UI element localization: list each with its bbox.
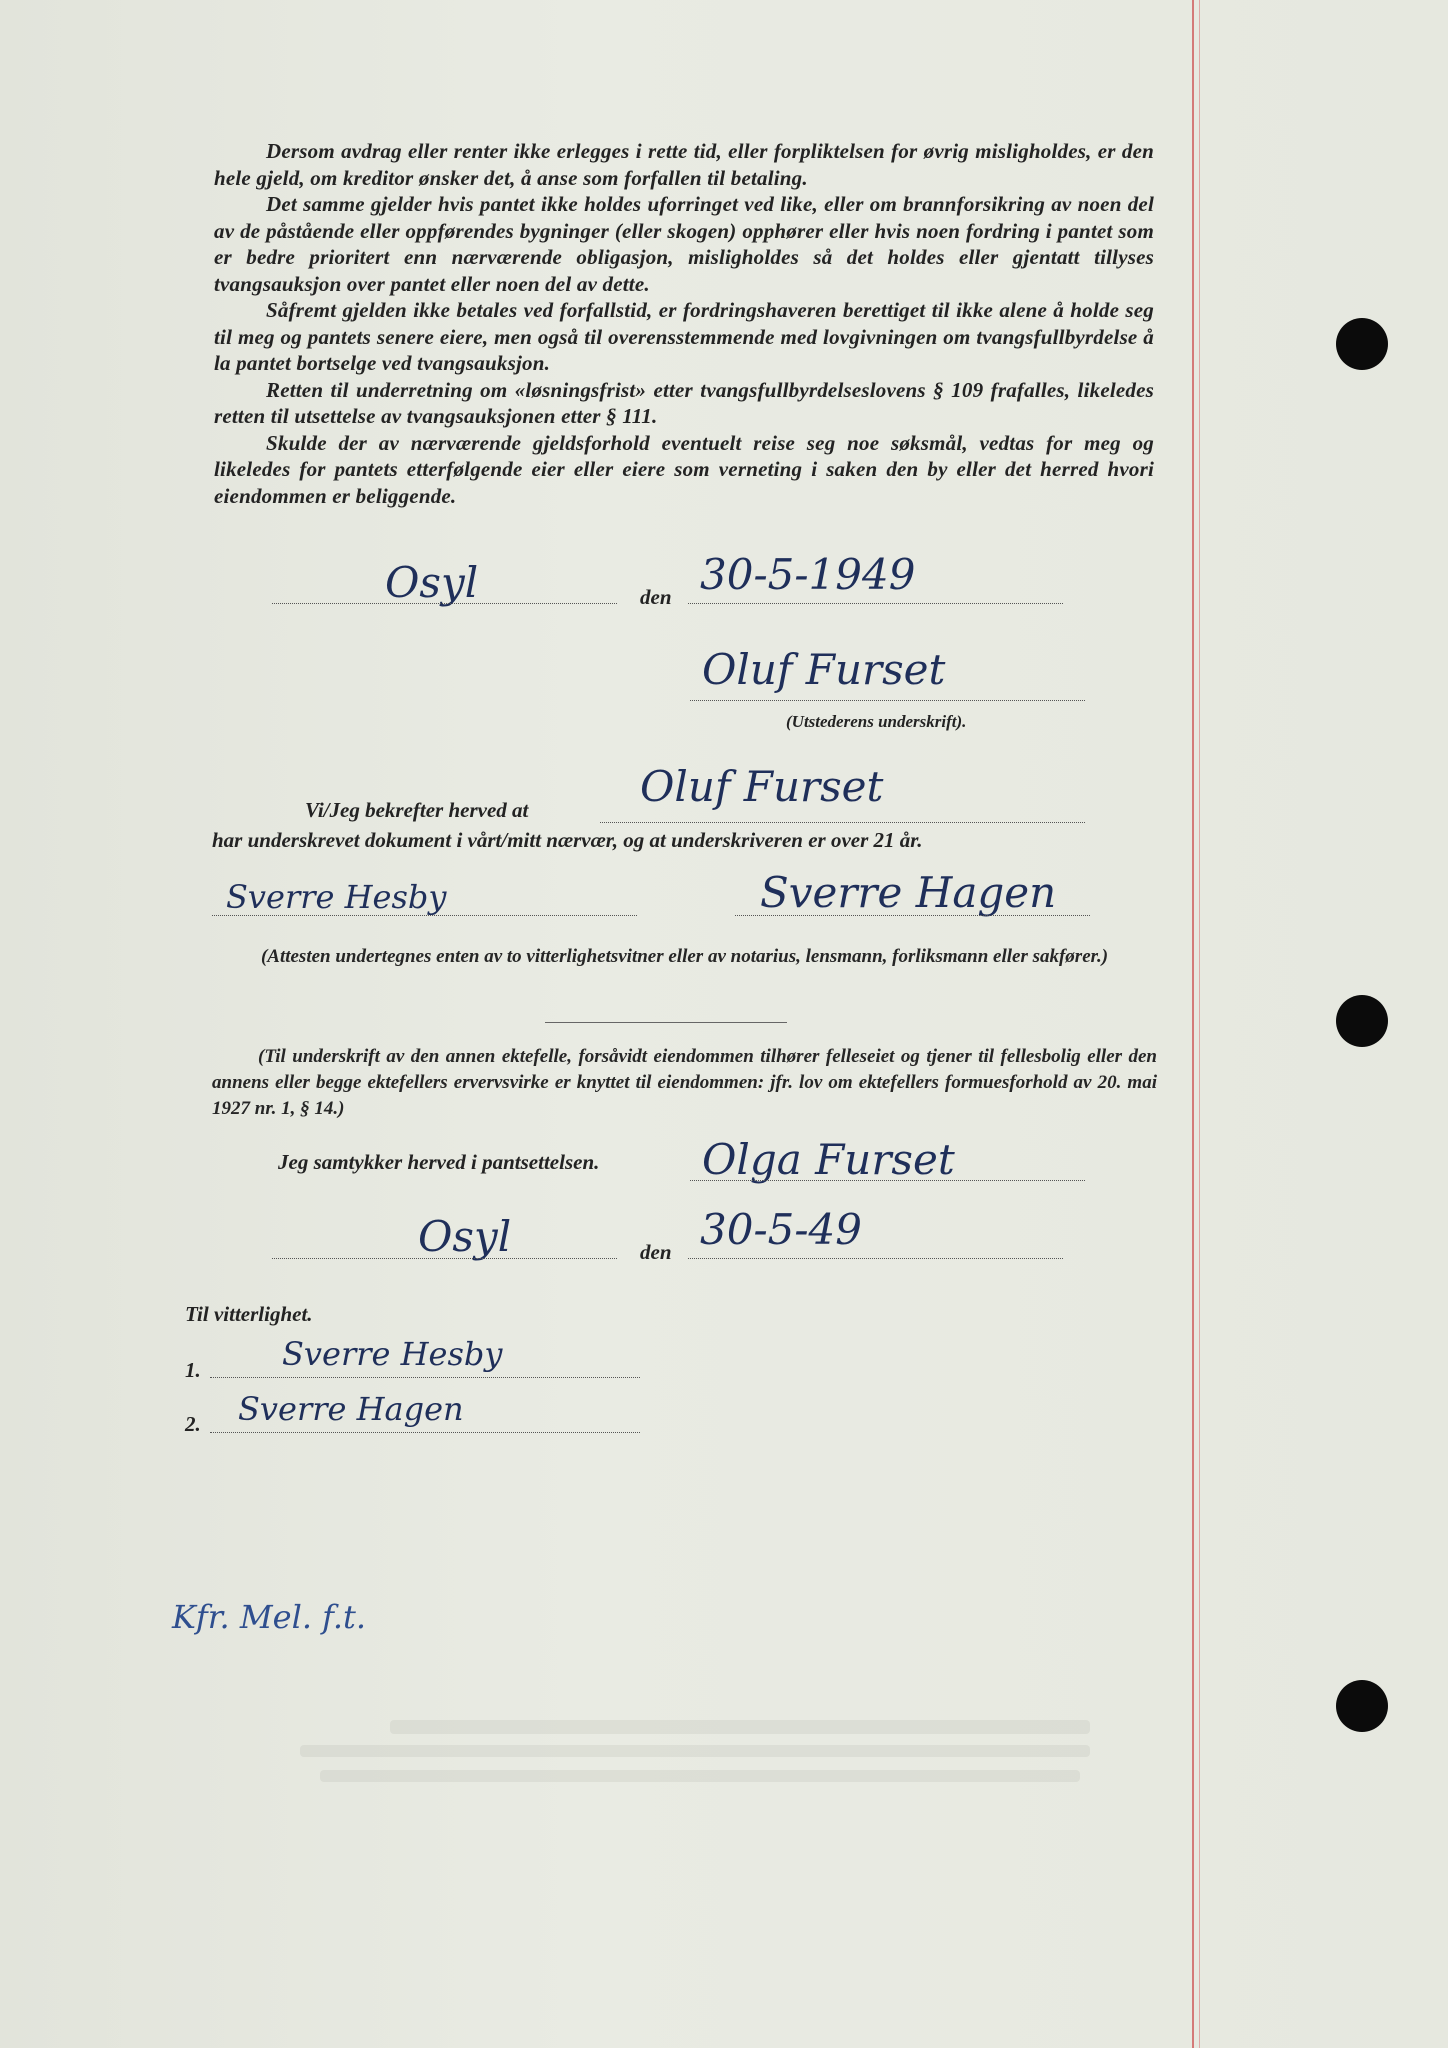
margin-note-handwritten: Kfr. Mel. f.t. [172, 1598, 367, 1636]
margin-rule [1192, 0, 1194, 2048]
confirm-name-line [600, 822, 1085, 823]
date2-line [688, 1258, 1063, 1259]
attest-note: (Attesten undertegnes enten av to vitterlighetsvitner eller av notarius, lensmann, forliksmann eller sakfører.) [260, 946, 1109, 967]
witness-number: 2. [185, 1412, 201, 1436]
punch-hole-bottom [1336, 1680, 1388, 1732]
den2-label: den [640, 1240, 672, 1264]
place2-handwritten: Osyl [418, 1212, 512, 1261]
condition-paragraph: Såfremt gjelden ikke betales ved forfallstid, er fordringshaveren berettiget til ikke alene å holde seg til meg og pantets senere eiere, men også til overensstemmende med lovgivningen om tvangsfullbyrdelse å la pantet bortselge ved tvangsauksjon. [214, 298, 1154, 375]
witness-signature-2: Sverre Hagen [238, 1390, 464, 1428]
condition-paragraph: Dersom avdrag eller renter ikke erlegges i rette tid, eller forpliktelsen for øvrig misligholdes, er den hele gjeld, om kreditor ønsker det, å anse som forfallen til betaling. [214, 139, 1154, 190]
witness1-signature: Sverre Hesby [226, 878, 447, 916]
signature-line [690, 700, 1085, 701]
witness-signature-1: Sverre Hesby [282, 1335, 503, 1373]
bleed-through-mark [390, 1720, 1090, 1734]
place2-line [272, 1258, 617, 1259]
witness1-line [212, 915, 637, 916]
witness-number: 1. [185, 1358, 201, 1382]
witnesses-heading: Til vitterlighet. [185, 1302, 313, 1326]
confirm-line2: har underskrevet dokument i vårt/mitt nærvær, og at underskriveren er over 21 år. [212, 828, 923, 852]
conditions-text [214, 138, 1154, 509]
condition-paragraph: Skulde der av nærværende gjeldsforhold eventuelt reise seg noe søksmål, vedtas for meg og likeledes for pantets etterfølgende eier eller eiere som verneting i saken den by eller det herred hvori eiendommen er beliggende. [214, 430, 1154, 508]
spouse-note [212, 1044, 1157, 1122]
confirm-prefix: Vi/Jeg bekrefter herved at [305, 798, 529, 822]
punch-hole-top [1336, 318, 1388, 370]
separator-line [545, 1022, 787, 1023]
den-label: den [640, 585, 672, 609]
bleed-through-mark [300, 1745, 1090, 1757]
condition-paragraph: Det samme gjelder hvis pantet ikke holdes uforringet ved like, eller om brannforsikring av noen del av de påstående eller oppførendes bygninger (eller skogen) opphører eller hvis noen fordring i pantet som er bedre prioritert enn nærværende obligasjon, misligholdes så det holdes eller gjentatt tillyses tvangsauksjon over pantet eller noen del av dette. [214, 192, 1154, 296]
issuer-signature: Oluf Furset [702, 645, 946, 694]
witness-line-1 [210, 1377, 640, 1378]
punch-hole-middle [1336, 995, 1388, 1047]
issuer-caption: (Utstederens underskrift). [786, 712, 967, 731]
date2-handwritten: 30-5-49 [700, 1205, 862, 1254]
consent-text: Jeg samtykker herved i pantsettelsen. [278, 1150, 600, 1174]
spouse-note-text: (Til underskrift av den annen ektefelle, forsåvidt eiendommen tilhører felleseiet og tjener til fellesbolig eller den annens eller begge ektefellers ervervsvirke er knyttet til eiendommen: jfr. lov om ektefellers formuesforhold av 20. mai 1927 nr. 1, § 14.) [212, 1046, 1157, 1119]
condition-paragraph: Retten til underretning om «løsningsfrist» etter tvangsfullbyrdelseslovens § 109 frafalles, likeledes retten til utsettelse av tvangsauksjonen etter § 111. [214, 377, 1154, 428]
witness-line-2 [210, 1432, 640, 1433]
date-line [688, 603, 1063, 604]
margin-rule-secondary [1199, 0, 1200, 2048]
place-handwritten: Osyl [385, 558, 479, 607]
consent-line [690, 1180, 1085, 1181]
consent-signature: Olga Furset [702, 1135, 955, 1184]
place-line [272, 603, 617, 604]
witness2-signature: Sverre Hagen [760, 868, 1057, 917]
date-handwritten: 30-5-1949 [700, 550, 916, 599]
witness2-line [735, 915, 1090, 916]
bleed-through-mark [320, 1770, 1080, 1782]
confirm-name-handwritten: Oluf Furset [640, 762, 884, 811]
